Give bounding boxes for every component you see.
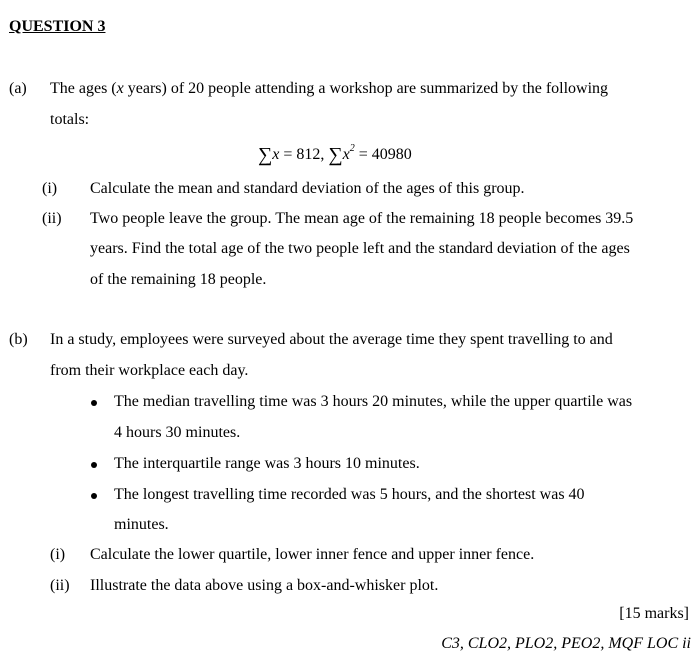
sum-formula [258,143,412,165]
part-a-intro-var: x [116,80,124,97]
part-b-item-text: Calculate the lower quartile, lower inner fence and upper inner fence. [90,546,535,563]
part-a-intro-line1 [50,80,608,98]
bullet-text: minutes. [114,516,169,533]
part-b-item-label: (ii) [50,577,70,594]
part-b-label: (b) [9,331,28,348]
part-a-item-text: Calculate the mean and standard deviation of the ages of this group. [90,180,525,197]
bullet-icon [91,400,97,406]
marks-label: [15 marks] [619,605,689,622]
formula-sep: , [320,146,329,163]
part-a-intro-pre: The ages ( [50,80,117,97]
part-a-item-text: of the remaining 18 people. [90,271,267,288]
bullet-icon [91,493,97,499]
sum-symbol-2: ∑ [328,144,343,166]
part-a-intro-post: years) of 20 people attending a workshop are summarized by the following [123,80,609,97]
formula-eq2: = 40980 [354,146,412,163]
part-b-intro-line: from their workplace each day. [50,362,249,379]
bullet-text: The longest travelling time recorded was 5 hours, and the shortest was 40 [114,486,585,503]
part-a-item-label: (i) [42,180,58,197]
part-a-item-text: Two people leave the group. The mean age of the remaining 18 people becomes 39.5 [90,210,634,227]
part-b-item-label: (i) [50,546,66,563]
formula-eq1: = 812 [279,146,321,163]
part-a-item-text: years. Find the total age of the two people left and the standard deviation of the ages [90,240,630,257]
part-a-label: (a) [9,80,27,97]
part-b-item-text: Illustrate the data above using a box-and-whisker plot. [90,577,439,594]
bullet-text: 4 hours 30 minutes. [114,424,241,441]
question-title: QUESTION 3 [9,18,106,35]
formula-var-x: x [272,146,280,163]
bullet-text: The median travelling time was 3 hours 20 minutes, while the upper quartile was [114,393,633,410]
part-a-intro-line2: totals: [50,111,90,128]
formula-superscript: 2 [349,143,355,154]
formula-var-x-2: x [342,146,350,163]
sum-symbol: ∑ [258,144,273,166]
bullet-text: The interquartile range was 3 hours 10 minutes. [114,455,420,472]
bullet-icon [91,462,97,468]
part-a-item-label: (ii) [42,210,62,227]
part-b-intro-line: In a study, employees were surveyed about the average time they spent travelling to and [50,331,613,348]
outcome-codes: C3, CLO2, PLO2, PEO2, MQF LOC ii [441,635,691,652]
